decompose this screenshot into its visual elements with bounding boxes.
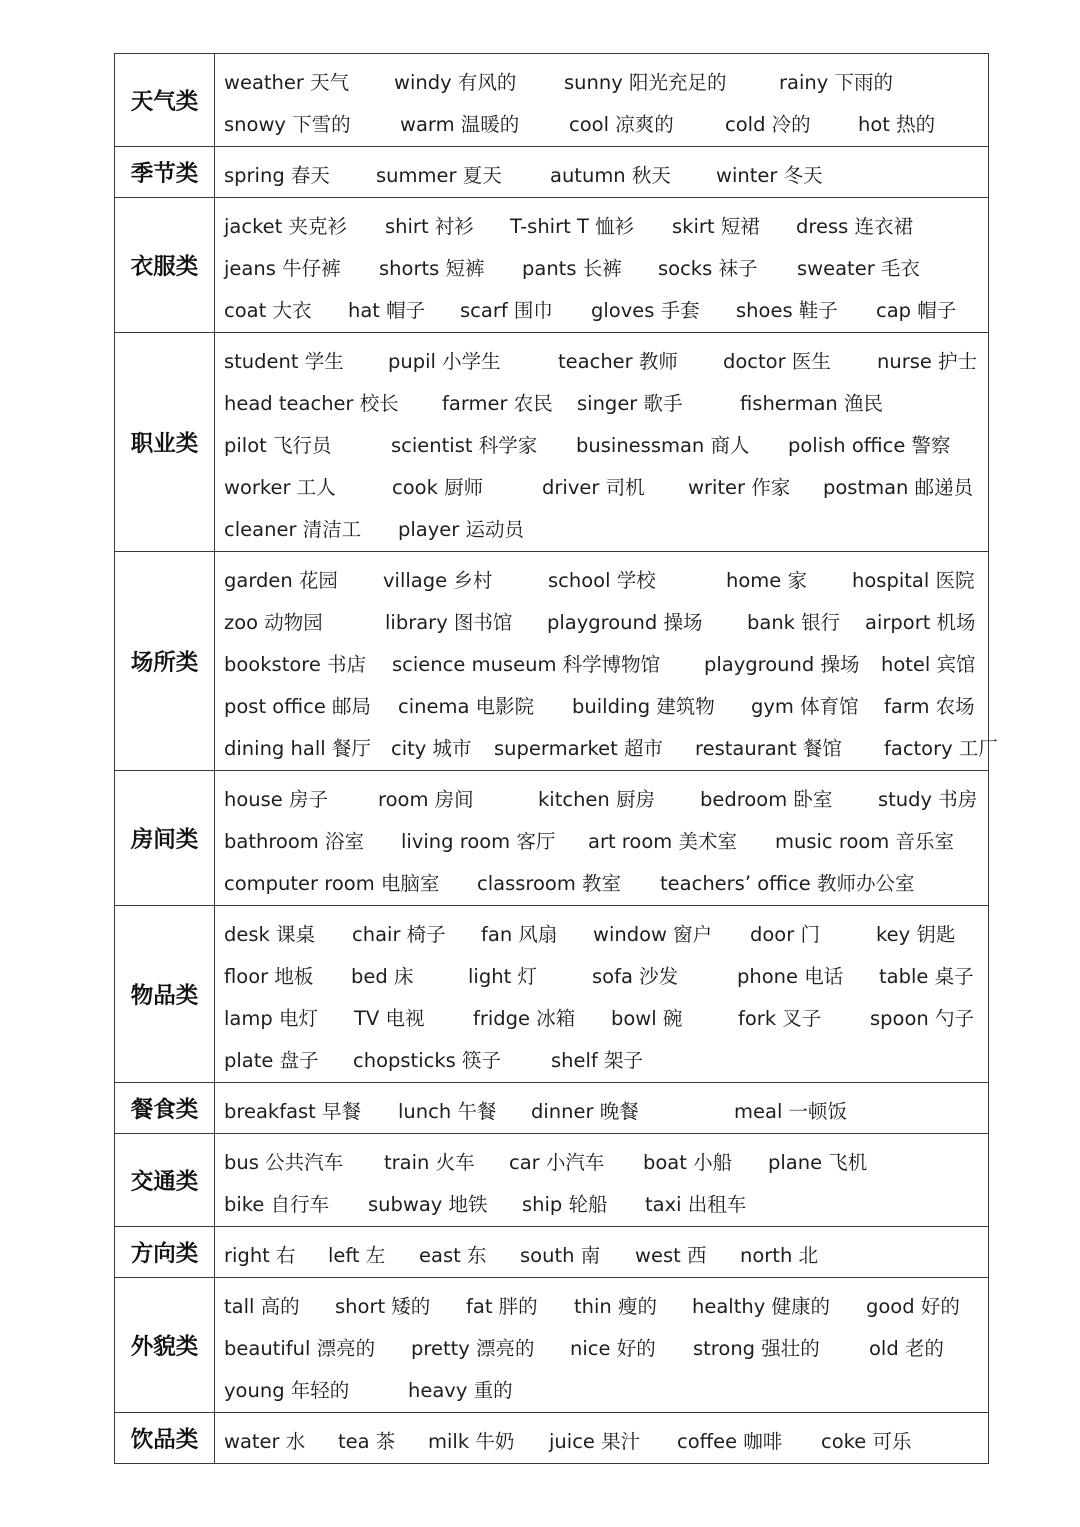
word-list — [215, 552, 998, 771]
vocab-entry-jeans: jeans 牛仔裤 — [224, 257, 341, 280]
vocab-entry-shirt: shirt 衬衫 — [385, 215, 474, 238]
vocab-entry-dining: dining hall 餐厅 — [224, 737, 371, 760]
vocab-entry-farmer: farmer 农民 — [442, 392, 553, 415]
vocab-entry-hospital: hospital 医院 — [852, 569, 975, 592]
vocab-entry-taxi: taxi 出租车 — [645, 1193, 747, 1216]
vocab-entry-library: library 图书馆 — [385, 611, 513, 634]
word-list — [215, 906, 989, 1083]
vocab-entry-key: key 钥匙 — [876, 923, 956, 946]
word-list — [215, 1227, 989, 1278]
vocab-entry-water: water 水 — [224, 1430, 306, 1453]
vocab-entry-breakfast: breakfast 早餐 — [224, 1100, 362, 1123]
vocab-entry-thin: thin 瘦的 — [574, 1295, 657, 1318]
word-line — [224, 602, 988, 644]
vocab-entry-hat: hat 帽子 — [348, 299, 426, 322]
vocab-entry-house: house 房子 — [224, 788, 329, 811]
vocab-entry-head: head teacher 校长 — [224, 392, 399, 415]
vocab-entry-right: right 右 — [224, 1244, 296, 1267]
vocab-entry-shelf: shelf 架子 — [551, 1049, 643, 1072]
vocab-entry-bowl: bowl 碗 — [611, 1007, 683, 1030]
word-line — [224, 425, 988, 467]
vocab-entry-kitchen: kitchen 厨房 — [538, 788, 655, 811]
vocab-entry-airport: airport 机场 — [865, 611, 976, 634]
vocab-entry-floor: floor 地板 — [224, 965, 314, 988]
word-line — [224, 821, 988, 863]
vocab-entry-autumn: autumn 秋天 — [550, 164, 671, 187]
word-line — [224, 1184, 988, 1226]
vocab-entry-restaurant: restaurant 餐馆 — [695, 737, 842, 760]
word-line — [224, 290, 988, 332]
vocab-entry-village: village 乡村 — [383, 569, 493, 592]
vocab-entry-cap: cap 帽子 — [876, 299, 957, 322]
vocab-entry-pupil: pupil 小学生 — [388, 350, 501, 373]
category-label: 餐食类 — [115, 1083, 215, 1134]
vocab-entry-rainy: rainy 下雨的 — [779, 71, 893, 94]
category-row — [115, 1227, 989, 1278]
vocab-entry-boat: boat 小船 — [643, 1151, 733, 1174]
word-line — [224, 155, 988, 197]
word-line — [224, 383, 988, 425]
vocab-entry-heavy: heavy 重的 — [408, 1379, 513, 1402]
word-line — [224, 1421, 988, 1463]
vocab-entry-ship: ship 轮船 — [522, 1193, 608, 1216]
vocab-entry-living: living room 客厅 — [401, 830, 556, 853]
vocab-entry-dress: dress 连衣裙 — [796, 215, 913, 238]
category-label: 饮品类 — [115, 1413, 215, 1464]
word-list — [215, 54, 989, 147]
vocab-entry-healthy: healthy 健康的 — [692, 1295, 830, 1318]
vocab-entry-winter: winter 冬天 — [716, 164, 823, 187]
category-row — [115, 771, 989, 906]
vocab-entry-pretty: pretty 漂亮的 — [411, 1337, 535, 1360]
vocab-entry-cinema: cinema 电影院 — [398, 695, 535, 718]
vocab-entry-fat: fat 胖的 — [466, 1295, 538, 1318]
vocab-entry-car: car 小汽车 — [509, 1151, 605, 1174]
vocab-entry-teacher: teacher 教师 — [558, 350, 678, 373]
vocab-entry-juice: juice 果汁 — [549, 1430, 641, 1453]
category-label: 物品类 — [115, 906, 215, 1083]
vocab-entry-postman: postman 邮递员 — [823, 476, 974, 499]
vocab-entry-study: study 书房 — [878, 788, 978, 811]
category-label: 房间类 — [115, 771, 215, 906]
vocab-entry-meal: meal 一顿饭 — [734, 1100, 848, 1123]
category-label: 衣服类 — [115, 198, 215, 333]
vocab-entry-shorts: shorts 短裤 — [379, 257, 485, 280]
vocab-entry-chair: chair 椅子 — [352, 923, 446, 946]
category-label: 季节类 — [115, 147, 215, 198]
vocab-entry-spring: spring 春天 — [224, 164, 330, 187]
vocab-entry-nice: nice 好的 — [570, 1337, 656, 1360]
vocab-entry-factory: factory 工厂 — [884, 737, 998, 760]
vocab-entry-left: left 左 — [328, 1244, 386, 1267]
word-list — [215, 1413, 989, 1464]
vocab-entry-room: room 房间 — [378, 788, 474, 811]
vocab-entry-beautiful: beautiful 漂亮的 — [224, 1337, 376, 1360]
vocab-entry-cook: cook 厨师 — [392, 476, 484, 499]
vocab-entry-farm: farm 农场 — [884, 695, 975, 718]
word-line — [224, 1370, 988, 1412]
vocab-entry-east: east 东 — [419, 1244, 487, 1267]
vocab-entry-summer: summer 夏天 — [376, 164, 502, 187]
vocab-entry-hotel: hotel 宾馆 — [881, 653, 976, 676]
word-line — [224, 341, 988, 383]
vocab-entry-supermarket: supermarket 超市 — [494, 737, 663, 760]
vocab-entry-building: building 建筑物 — [572, 695, 715, 718]
vocab-entry-tall: tall 高的 — [224, 1295, 300, 1318]
vocab-entry-bookstore: bookstore 书店 — [224, 653, 367, 676]
category-row — [115, 906, 989, 1083]
category-row — [115, 552, 989, 771]
vocab-entry-sweater: sweater 毛衣 — [797, 257, 920, 280]
vocab-entry-pilot: pilot 飞行员 — [224, 434, 332, 457]
vocab-entry-chopsticks: chopsticks 筷子 — [353, 1049, 501, 1072]
word-line — [224, 956, 988, 998]
vocab-entry-singer: singer 歌手 — [577, 392, 683, 415]
vocab-entry-north: north 北 — [740, 1244, 819, 1267]
vocab-entry-skirt: skirt 短裙 — [672, 215, 760, 238]
vocab-entry-music: music room 音乐室 — [775, 830, 954, 853]
vocab-entry-shoes: shoes 鞋子 — [736, 299, 838, 322]
category-row — [115, 333, 989, 552]
vocab-entry-garden: garden 花园 — [224, 569, 338, 592]
vocab-entry-socks: socks 袜子 — [658, 257, 758, 280]
vocab-entry-worker: worker 工人 — [224, 476, 336, 499]
word-list — [215, 1278, 989, 1413]
vocab-entry-zoo: zoo 动物园 — [224, 611, 323, 634]
word-line — [224, 863, 988, 905]
category-row — [115, 198, 989, 333]
vocab-entry-west: west 西 — [635, 1244, 707, 1267]
category-label: 职业类 — [115, 333, 215, 552]
category-label: 交通类 — [115, 1134, 215, 1227]
vocab-entry-sunny: sunny 阳光充足的 — [564, 71, 727, 94]
vocab-entry-pants: pants 长裤 — [522, 257, 622, 280]
vocab-entry-businessman: businessman 商人 — [576, 434, 750, 457]
word-line — [224, 1091, 988, 1133]
vocab-entry-coat: coat 大衣 — [224, 299, 312, 322]
vocab-entry-old: old 老的 — [869, 1337, 944, 1360]
category-row — [115, 1413, 989, 1464]
vocab-entry-plane: plane 飞机 — [768, 1151, 868, 1174]
vocab-entry-south: south 南 — [520, 1244, 601, 1267]
vocab-entry-polish: polish office 警察 — [788, 434, 951, 457]
vocab-entry-playground: playground 操场 — [704, 653, 860, 676]
vocab-entry-table: table 桌子 — [879, 965, 974, 988]
vocab-entry-plate: plate 盘子 — [224, 1049, 319, 1072]
vocab-entry-tea: tea 茶 — [338, 1430, 396, 1453]
word-list — [215, 333, 989, 552]
category-label: 外貌类 — [115, 1278, 215, 1413]
category-row — [115, 147, 989, 198]
vocab-entry-lamp: lamp 电灯 — [224, 1007, 318, 1030]
vocab-entry-jacket: jacket 夹克衫 — [224, 215, 348, 238]
vocab-entry-school: school 学校 — [548, 569, 656, 592]
vocab-entry-doctor: doctor 医生 — [723, 350, 831, 373]
word-line — [224, 779, 988, 821]
category-label: 方向类 — [115, 1227, 215, 1278]
vocab-entry-milk: milk 牛奶 — [428, 1430, 515, 1453]
vocab-entry-post: post office 邮局 — [224, 695, 372, 718]
word-line — [224, 1235, 988, 1277]
vocab-entry-t-shirt: T-shirt T 恤衫 — [510, 215, 635, 238]
vocab-entry-bedroom: bedroom 卧室 — [700, 788, 833, 811]
vocab-entry-subway: subway 地铁 — [368, 1193, 488, 1216]
word-line — [224, 998, 988, 1040]
vocab-entry-home: home 家 — [726, 569, 807, 592]
word-line — [224, 1328, 988, 1370]
word-list — [215, 198, 989, 333]
vocab-entry-light: light 灯 — [468, 965, 537, 988]
vocab-entry-scarf: scarf 围巾 — [460, 299, 553, 322]
word-list — [215, 147, 989, 198]
vocab-entry-player: player 运动员 — [398, 518, 524, 541]
vocab-entry-bus: bus 公共汽车 — [224, 1151, 344, 1174]
word-line — [224, 728, 998, 770]
word-line — [224, 62, 988, 104]
word-line — [224, 686, 988, 728]
vocab-entry-bike: bike 自行车 — [224, 1193, 330, 1216]
word-list — [215, 771, 989, 906]
category-label: 天气类 — [115, 54, 215, 147]
vocab-entry-weather: weather 天气 — [224, 71, 350, 94]
vocab-entry-student: student 学生 — [224, 350, 344, 373]
vocab-entry-scientist: scientist 科学家 — [391, 434, 538, 457]
vocab-entry-tv: TV 电视 — [354, 1007, 425, 1030]
vocab-entry-classroom: classroom 教室 — [477, 872, 622, 895]
category-row — [115, 1278, 989, 1413]
vocab-entry-art: art room 美术室 — [588, 830, 737, 853]
vocabulary-table — [114, 53, 998, 1464]
word-line — [224, 509, 988, 551]
vocab-entry-cleaner: cleaner 清洁工 — [224, 518, 362, 541]
vocab-entry-gym: gym 体育馆 — [751, 695, 859, 718]
vocab-entry-desk: desk 课桌 — [224, 923, 316, 946]
vocab-entry-bed: bed 床 — [351, 965, 414, 988]
vocab-entry-windy: windy 有风的 — [394, 71, 517, 94]
category-row — [115, 54, 989, 147]
category-row — [115, 1083, 989, 1134]
category-label: 场所类 — [115, 552, 215, 771]
vocab-entry-spoon: spoon 勺子 — [870, 1007, 974, 1030]
vocab-entry-good: good 好的 — [866, 1295, 960, 1318]
vocab-entry-sofa: sofa 沙发 — [592, 965, 679, 988]
word-line — [224, 1286, 988, 1328]
word-line — [224, 1142, 988, 1184]
vocab-entry-bathroom: bathroom 浴室 — [224, 830, 364, 853]
vocab-entry-cold: cold 冷的 — [725, 113, 811, 136]
vocab-entry-window: window 窗户 — [593, 923, 713, 946]
vocab-entry-door: door 门 — [750, 923, 820, 946]
vocab-entry-fork: fork 叉子 — [738, 1007, 822, 1030]
vocab-entry-fisherman: fisherman 渔民 — [740, 392, 883, 415]
vocab-entry-fridge: fridge 冰箱 — [473, 1007, 576, 1030]
vocab-entry-coffee: coffee 咖啡 — [677, 1430, 783, 1453]
vocab-entry-teachers: teachers’ office 教师办公室 — [660, 872, 915, 895]
vocab-entry-coke: coke 可乐 — [821, 1430, 912, 1453]
vocab-entry-phone: phone 电话 — [737, 965, 844, 988]
word-list — [215, 1134, 989, 1227]
vocab-entry-hot: hot 热的 — [858, 113, 936, 136]
word-line — [224, 104, 988, 146]
vocab-entry-science: science museum 科学博物馆 — [392, 653, 661, 676]
vocab-entry-nurse: nurse 护士 — [877, 350, 978, 373]
vocab-entry-gloves: gloves 手套 — [591, 299, 700, 322]
word-line — [224, 467, 988, 509]
vocab-entry-bank: bank 银行 — [747, 611, 841, 634]
vocab-entry-warm: warm 温暖的 — [400, 113, 520, 136]
word-line — [224, 560, 988, 602]
vocabulary-table-body — [115, 54, 998, 1464]
word-line — [224, 644, 988, 686]
category-row — [115, 1134, 989, 1227]
vocab-entry-fan: fan 风扇 — [481, 923, 558, 946]
vocab-entry-cool: cool 凉爽的 — [569, 113, 674, 136]
word-line — [224, 1040, 988, 1082]
word-line — [224, 206, 988, 248]
word-list — [215, 1083, 989, 1134]
word-line — [224, 914, 988, 956]
vocab-entry-short: short 矮的 — [335, 1295, 431, 1318]
vocab-entry-train: train 火车 — [384, 1151, 475, 1174]
vocab-entry-writer: writer 作家 — [688, 476, 791, 499]
vocab-entry-dinner: dinner 晚餐 — [531, 1100, 639, 1123]
vocab-entry-playground: playground 操场 — [547, 611, 703, 634]
vocab-entry-strong: strong 强壮的 — [693, 1337, 820, 1360]
word-line — [224, 248, 988, 290]
vocab-entry-computer: computer room 电脑室 — [224, 872, 440, 895]
vocab-entry-young: young 年轻的 — [224, 1379, 350, 1402]
vocab-entry-snowy: snowy 下雪的 — [224, 113, 351, 136]
vocab-entry-city: city 城市 — [391, 737, 472, 760]
vocab-entry-driver: driver 司机 — [542, 476, 645, 499]
vocab-entry-lunch: lunch 午餐 — [398, 1100, 497, 1123]
